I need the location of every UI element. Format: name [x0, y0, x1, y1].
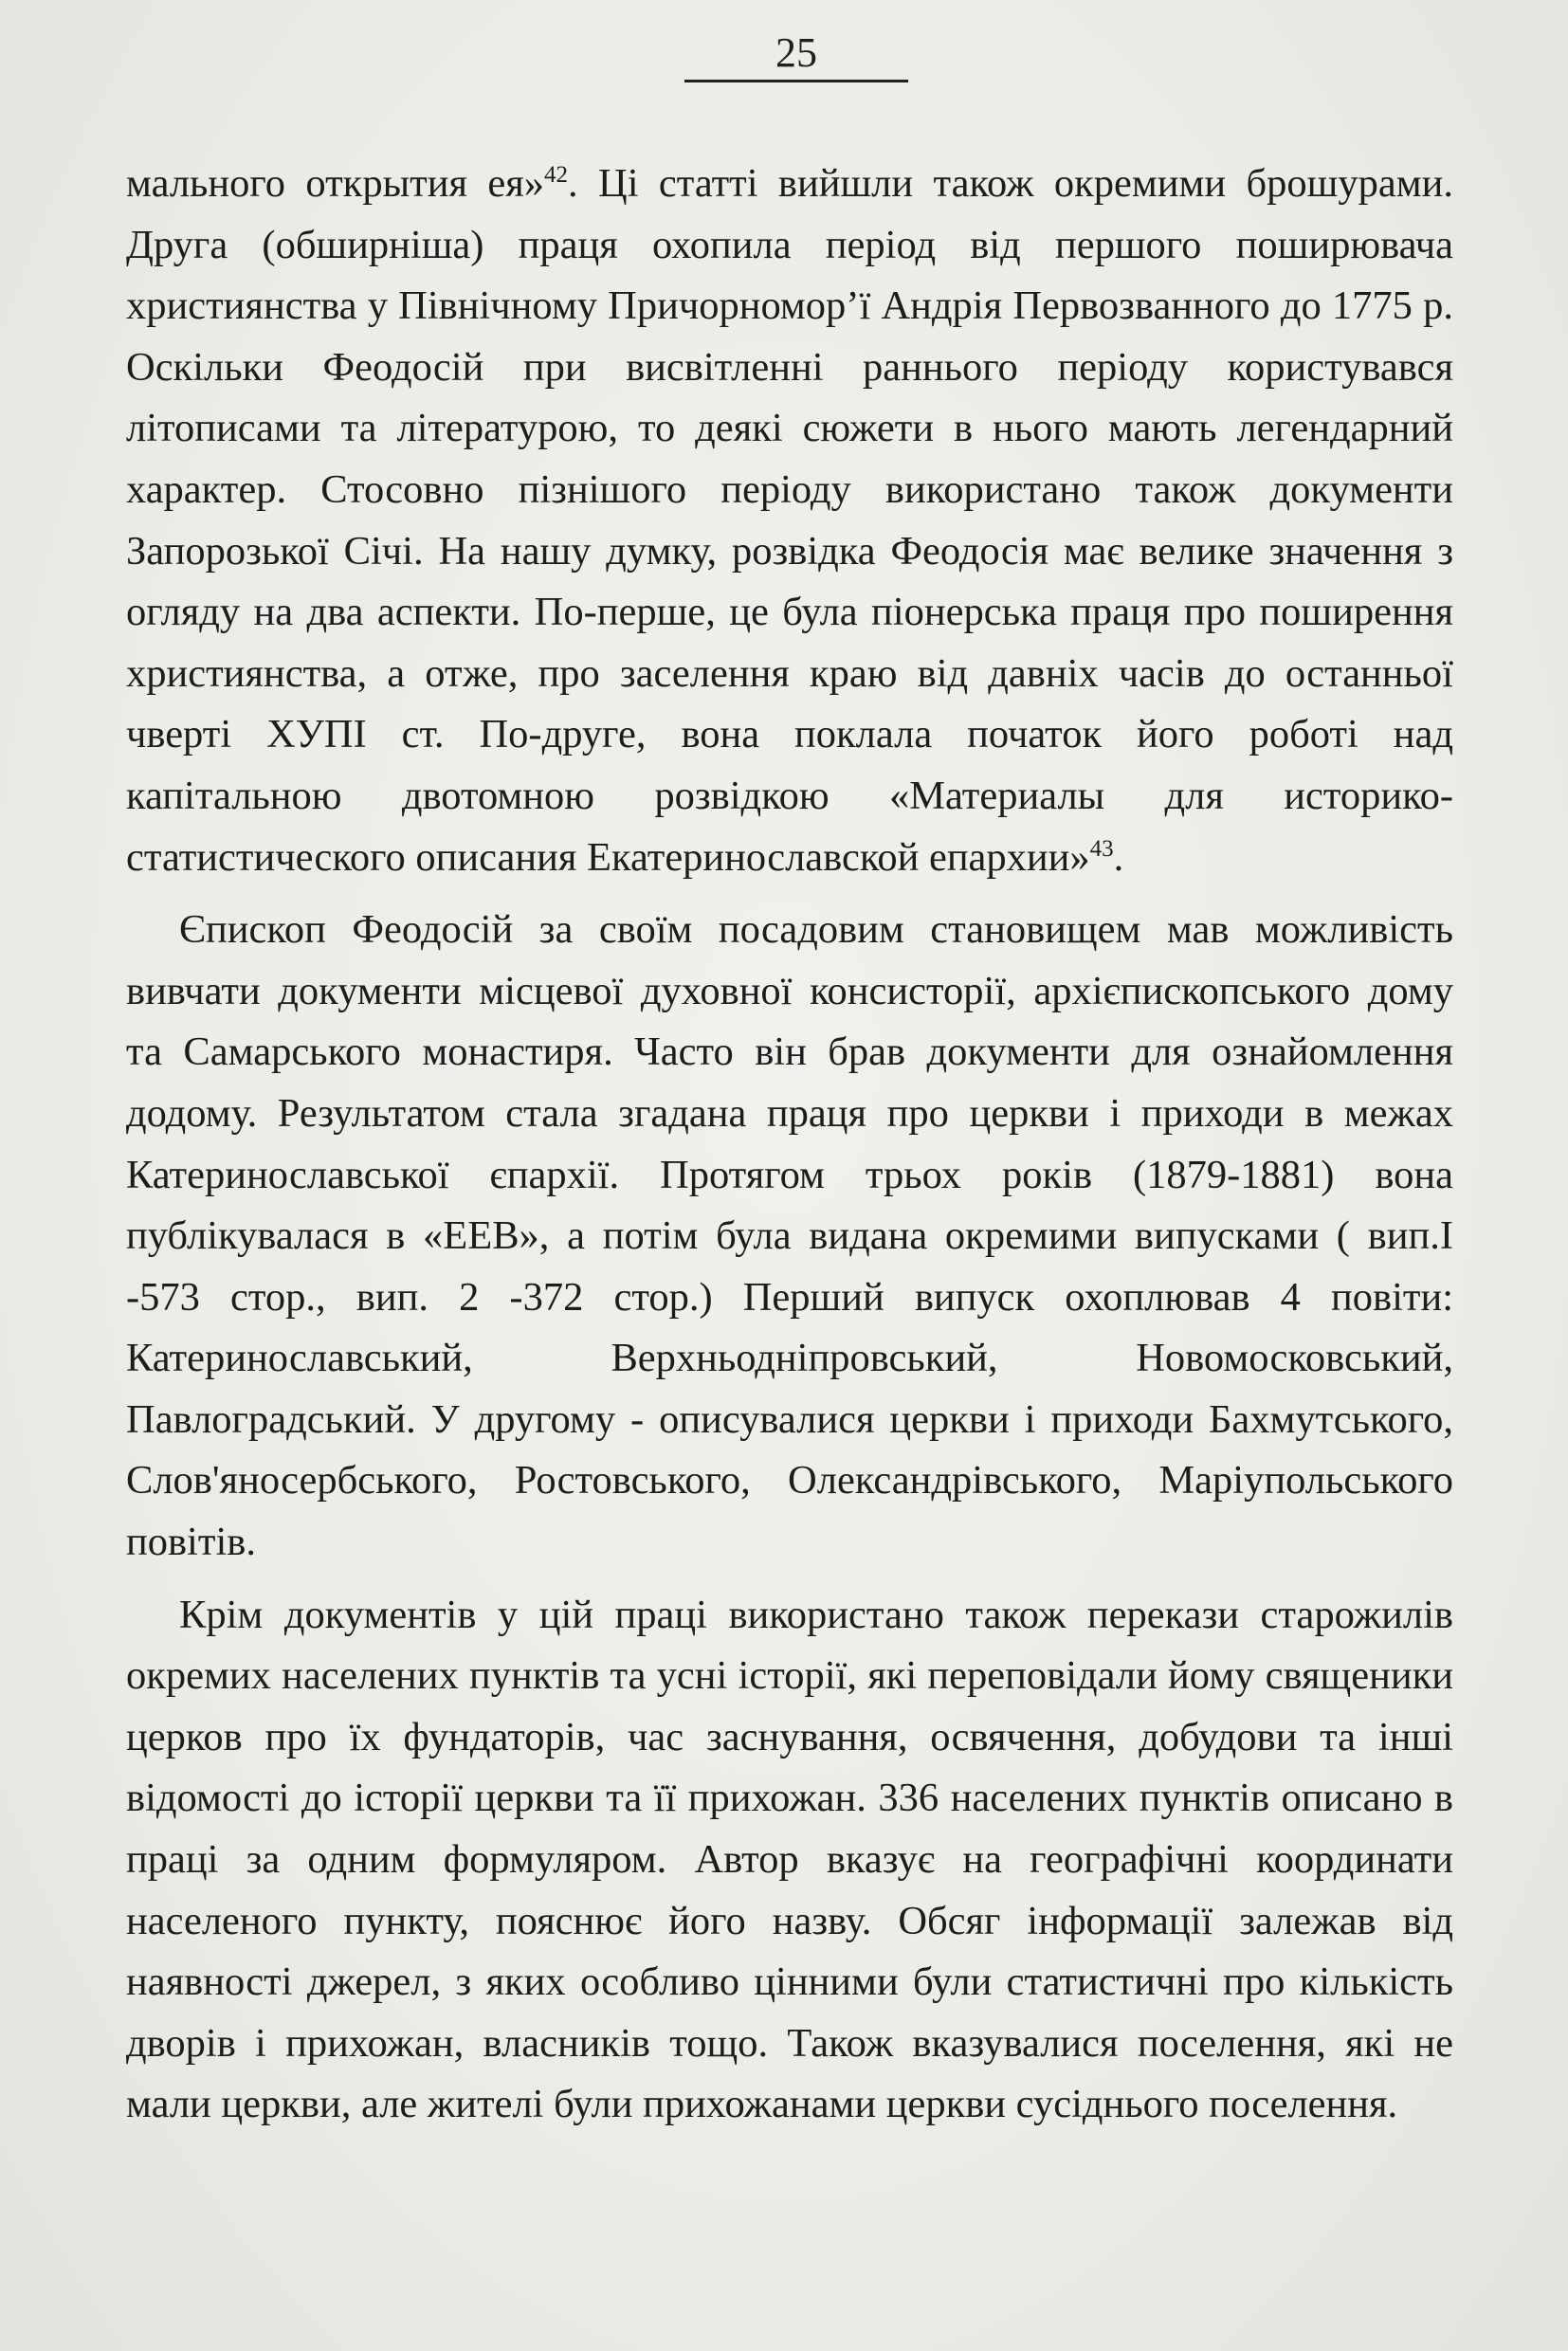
page-header [683, 27, 910, 82]
paragraph-3 [126, 1585, 1453, 2136]
footnote-ref-43: 43 [1089, 835, 1114, 862]
page-number: 25 [775, 29, 817, 76]
paragraph-text: . Ці статті вийшли також окремими брошурами. Друга (обширніша) праця охопила період від першого поширювача християнства у Північному Причорномор’ї Андрія Первозванного до 1775 р. Оскільки Феодосій при висвітленні раннього періоду користувався літописами та літературою, то деякі сюжети в нього мають легендарний характер. Стосовно пізнішого періоду використано також документи Запорозької Січі. На нашу думку, розвідка Феодосія має велике значення з огляду на два аспекти. По-перше, це була піонерська праця про поширення християнства, а отже, про заселення краю від давніх часів до останньої чверті ХУПІ ст. По-друге, вона поклала початок його роботі над капітальною двотомною розвідкою «Материалы для историко-статистического описания Екатеринославской епархии» [126, 161, 1453, 880]
paragraph-text: . [1113, 834, 1124, 880]
paragraph-2 [126, 900, 1453, 1574]
paragraph-1 [126, 154, 1453, 888]
main-text [126, 154, 1453, 2136]
paragraph-text: мального открытия ея» [126, 161, 545, 206]
header-rule [684, 80, 908, 82]
paragraph-text: Єпископ Феодосій за своїм посадовим становищем мав можливість вивчати документи місцевої духовної консисторії, архієпископського дому та Самарського монастиря. Часто він брав документи для ознайомлення додому. Результатом стала згадана праця про церкви і приходи в межах Катеринославської єпархії. Протягом трьох років (1879-1881) вона публікувалася в «ЕЕВ», а потім була видана окремими випусками ( вип.І -573 стор., вип. 2 -372 стор.) Перший випуск охоплював 4 повіти: Катеринославський, Верхньодніпровський, Новомосковський, Павлоградський. У другому - описувалися церкви і приходи Бахмутського, Слов'яносербського, Ростовського, Олександрівського, Маріупольського повітів. [126, 907, 1453, 1565]
footnote-ref-42: 42 [544, 161, 569, 188]
paragraph-text: Крім документів у цій праці використано також перекази старожилів окремих населених пунктів та усні історії, які переповідали йому священики церков про їх фундаторів, час заснування, освячення, добудови та інші відомості до історії церкви та її прихожан. 336 населених пунктів описано в праці за одним формуляром. Автор вказує на географічні координати населеного пункту, пояснює його назву. Обсяг інформації залежав від наявності джерел, з яких особливо цінними були статистичні про кількість дворів і прихожан, власників тощо. Також вказувалися поселення, які не мали церкви, але жителі були прихожанами церкви сусіднього поселення. [126, 1592, 1453, 2127]
